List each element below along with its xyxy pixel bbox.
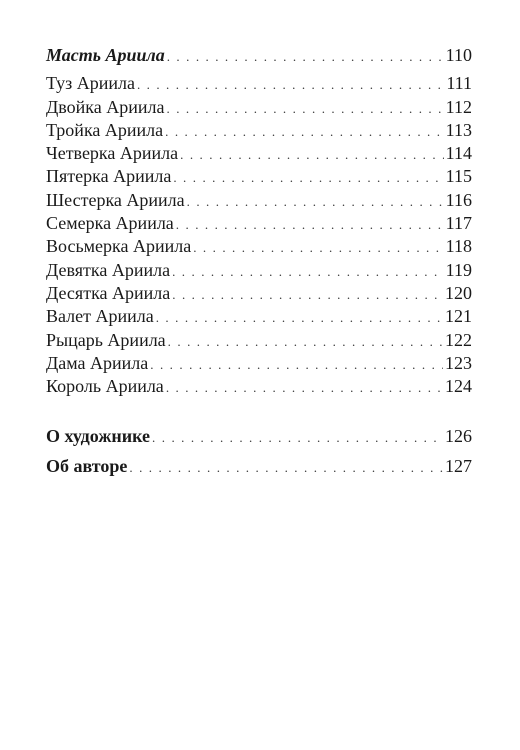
entry-title: Тройка Ариила	[46, 119, 164, 140]
toc-entry	[46, 282, 472, 305]
toc-entry	[46, 329, 472, 352]
entry-page-number: 115	[445, 166, 472, 187]
toc-entry	[46, 72, 472, 95]
dot-leader	[173, 166, 443, 189]
entry-page-number: 123	[445, 352, 472, 373]
entry-title: Рыцарь Ариила	[46, 329, 166, 350]
entry-title: Семерка Ариила	[46, 213, 174, 234]
toc-entry	[46, 119, 472, 142]
appendix-title: О художнике	[46, 426, 151, 447]
toc-entry	[46, 96, 472, 119]
entry-title: Пятерка Ариила	[46, 166, 172, 187]
dot-leader	[172, 260, 444, 283]
entry-title: Шестерка Ариила	[46, 189, 185, 210]
dot-leader	[129, 453, 443, 483]
entry-title: Король Ариила	[46, 376, 164, 397]
dot-leader	[167, 45, 444, 68]
dot-leader	[180, 143, 444, 166]
entry-title: Десятка Ариила	[46, 282, 171, 303]
toc-entry	[46, 305, 472, 328]
section-title: Масть Ариила	[46, 45, 165, 65]
toc-entry	[46, 212, 472, 235]
section-page-number: 110	[445, 45, 472, 65]
entry-title: Двойка Ариила	[46, 96, 165, 117]
entry-page-number: 111	[446, 73, 472, 94]
entry-page-number: 120	[445, 282, 472, 303]
toc-appendix-entry	[46, 421, 472, 451]
dot-leader	[172, 283, 443, 306]
toc-entry	[46, 375, 472, 398]
dot-leader	[165, 120, 444, 143]
entry-page-number: 122	[445, 329, 472, 350]
appendix-page-number: 126	[445, 426, 472, 447]
entry-title: Туз Ариила	[46, 73, 135, 94]
dot-leader	[137, 73, 444, 96]
dot-leader	[176, 213, 444, 236]
dot-leader	[156, 306, 443, 329]
entry-page-number: 124	[445, 376, 472, 397]
toc-section-heading	[46, 44, 472, 67]
entry-page-number: 112	[445, 96, 472, 117]
entry-title: Дама Ариила	[46, 352, 149, 373]
dot-leader	[166, 376, 443, 399]
toc-entry	[46, 165, 472, 188]
dot-leader	[168, 330, 443, 353]
entry-page-number: 119	[445, 259, 472, 280]
dot-leader	[187, 190, 444, 213]
entry-title: Четверка Ариила	[46, 143, 179, 164]
entry-page-number: 121	[445, 306, 472, 327]
entry-page-number: 116	[445, 189, 472, 210]
entry-page-number: 113	[445, 119, 472, 140]
appendix-title: Об авторе	[46, 456, 128, 477]
toc-appendix-entry	[46, 451, 472, 481]
toc-entry	[46, 352, 472, 375]
toc-entry	[46, 142, 472, 165]
toc-entry	[46, 259, 472, 282]
section-gap	[46, 398, 472, 421]
entry-title: Валет Ариила	[46, 306, 154, 327]
toc-entry	[46, 235, 472, 258]
entry-title: Девятка Ариила	[46, 259, 171, 280]
appendix-page-number: 127	[445, 456, 472, 477]
entry-page-number: 118	[445, 236, 472, 257]
dot-leader	[193, 236, 443, 259]
entry-page-number: 117	[445, 213, 472, 234]
dot-leader	[150, 353, 443, 376]
dot-leader	[167, 97, 444, 120]
toc-entry	[46, 189, 472, 212]
dot-leader	[152, 423, 443, 453]
table-of-contents	[46, 44, 472, 481]
entry-title: Восьмерка Ариила	[46, 236, 192, 257]
entry-page-number: 114	[445, 143, 472, 164]
